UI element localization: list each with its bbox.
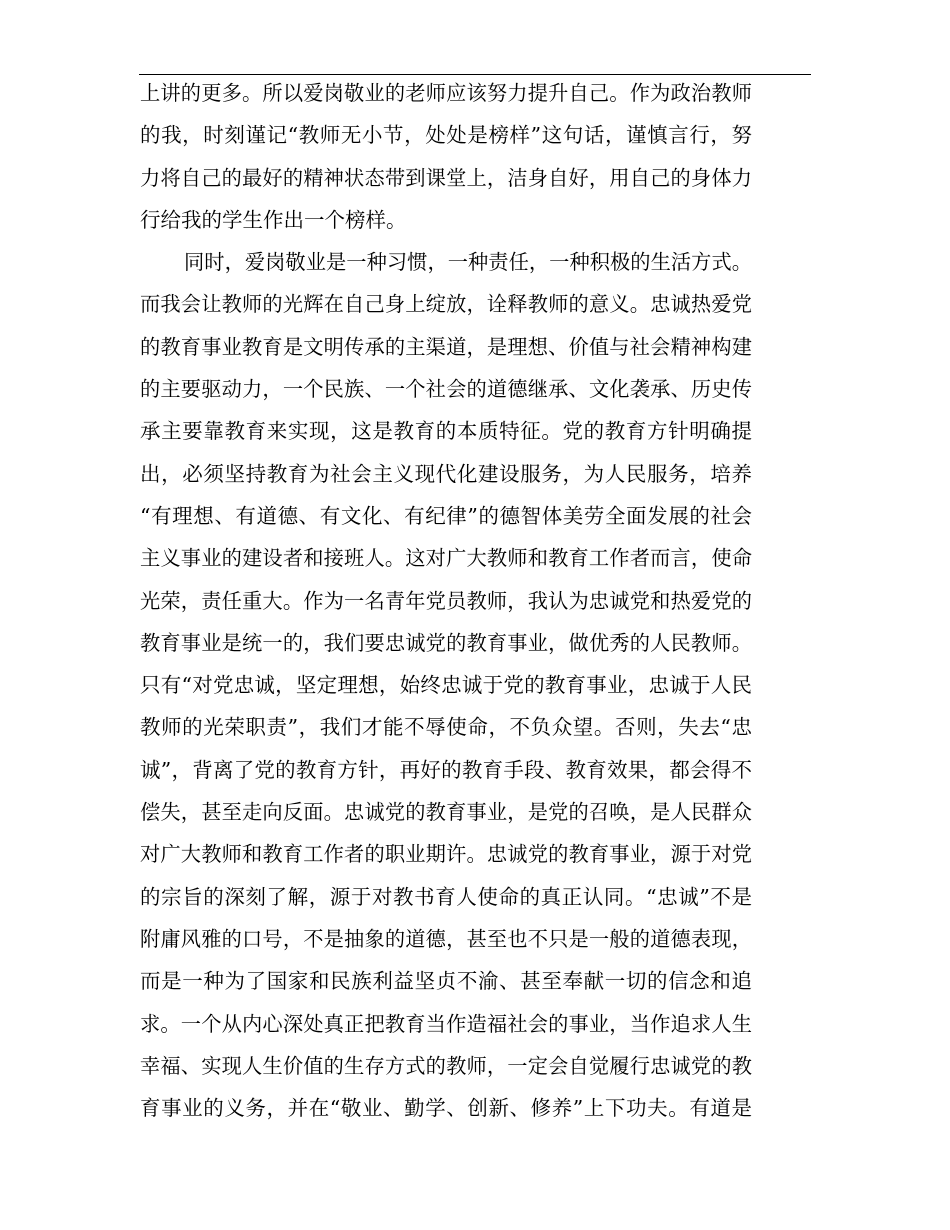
text-line: 的教育事业教育是文明传承的主渠道，是理想、价值与社会精神构建 <box>140 334 752 359</box>
text-line: 上讲的更多。所以爱岗敬业的老师应该努力提升自己。作为政治教师 <box>140 81 752 105</box>
text-line: 偿失，甚至走向反面。忠诚党的教育事业，是党的召唤，是人民群众 <box>140 800 752 825</box>
text-line: 对广大教师和教育工作者的职业期许。忠诚党的教育事业，源于对党 <box>140 842 752 867</box>
text-line: 只有“对党忠诚，坚定理想，始终忠诚于党的教育事业，忠诚于人民 <box>140 673 752 698</box>
text-line: “有理想、有道德、有文化、有纪律”的德智体美劳全面发展的社会 <box>140 503 752 528</box>
paragraph-1 <box>140 72 752 241</box>
text-line: 而是一种为了国家和民族利益坚贞不渝、甚至奉献一切的信念和追 <box>140 969 752 994</box>
text-line: 育事业的义务，并在“敬业、勤学、创新、修养”上下功夫。有道是 <box>140 1096 752 1121</box>
text-line: 承主要靠教育来实现，这是教育的本质特征。党的教育方针明确提 <box>140 419 752 444</box>
body-text <box>140 72 752 1129</box>
text-line: 求。一个从内心深处真正把教育当作造福社会的事业，当作追求人生 <box>140 1011 752 1036</box>
text-line: 主义事业的建设者和接班人。这对广大教师和教育工作者而言，使命 <box>140 546 752 571</box>
text-line: 附庸风雅的口号，不是抽象的道德，甚至也不只是一般的道德表现， <box>140 926 752 951</box>
text-line: 教育事业是统一的，我们要忠诚党的教育事业，做优秀的人民教师。 <box>140 630 752 655</box>
text-line: 的我，时刻谨记“教师无小节，处处是榜样”这句话，谨慎言行，努 <box>140 123 752 148</box>
paragraph-2 <box>140 241 752 1129</box>
text-line: 幸福、实现人生价值的生存方式的教师，一定会自觉履行忠诚党的教 <box>140 1053 752 1078</box>
text-line: 光荣，责任重大。作为一名青年党员教师，我认为忠诚党和热爱党的 <box>140 588 752 613</box>
text-line: 而我会让教师的光辉在自己身上绽放，诠释教师的意义。忠诚热爱党 <box>140 292 752 317</box>
text-line: 行给我的学生作出一个榜样。 <box>140 207 407 232</box>
text-line: 的主要驱动力，一个民族、一个社会的道德继承、文化袭承、历史传 <box>140 377 752 402</box>
text-line: 诚”，背离了党的教育方针，再好的教育手段、教育效果，都会得不 <box>140 757 752 782</box>
text-line: 的宗旨的深刻了解，源于对教书育人使命的真正认同。“忠诚”不是 <box>140 884 752 909</box>
text-line: 出，必须坚持教育为社会主义现代化建设服务，为人民服务，培养 <box>140 461 752 486</box>
text-line: 同时，爱岗敬业是一种习惯，一种责任，一种积极的生活方式。 <box>184 250 752 275</box>
text-line: 力将自己的最好的精神状态带到课堂上，洁身自好，用自己的身体力 <box>140 165 752 190</box>
text-line: 教师的光荣职责”，我们才能不辱使命，不负众望。否则，失去“忠 <box>140 715 752 740</box>
